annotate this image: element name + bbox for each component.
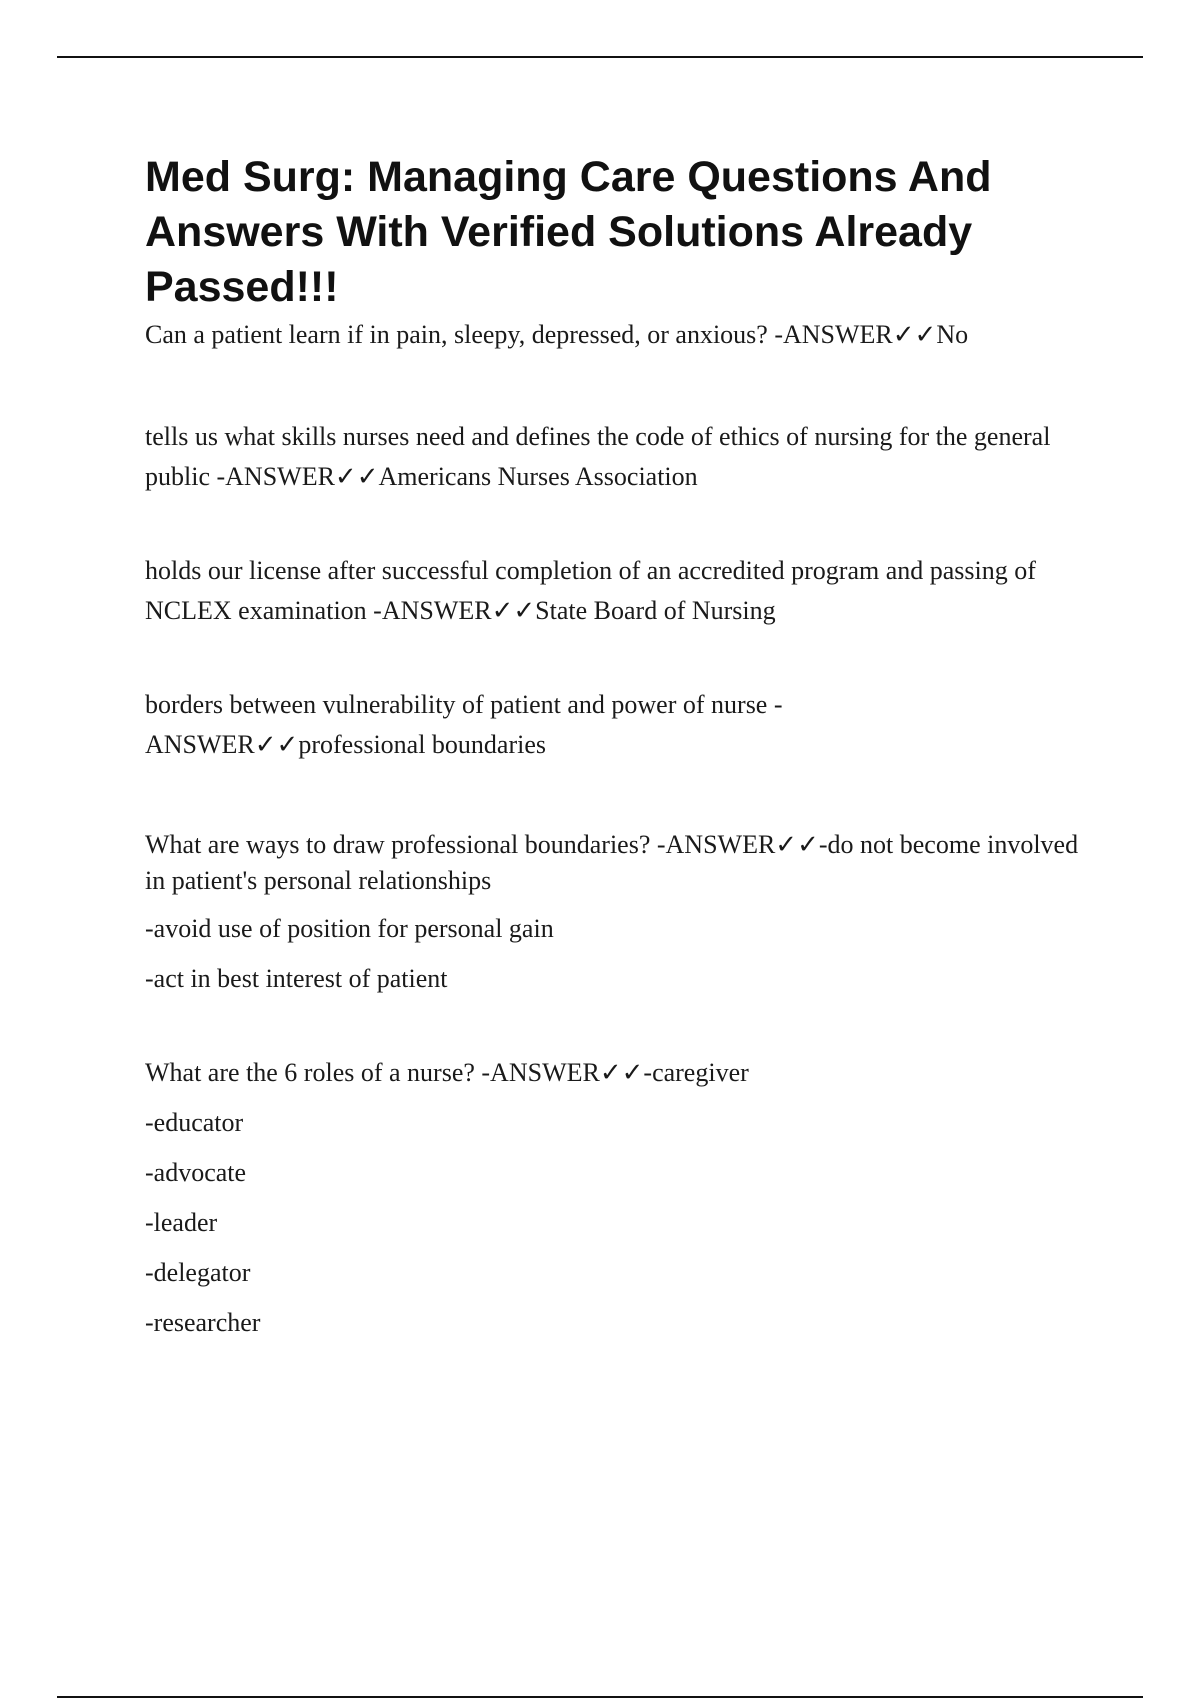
qa-question: Can a patient learn if in pain, sleepy, depressed, or anxious? -ANSWER✓✓No bbox=[145, 320, 969, 349]
qa-answer-line: -act in best interest of patient bbox=[145, 964, 448, 993]
qa-item bbox=[145, 315, 1095, 355]
qa-answer-line: -leader bbox=[145, 1208, 218, 1237]
qa-answer-line: -educator bbox=[145, 1108, 244, 1137]
qa-answer-line: -delegator bbox=[145, 1258, 251, 1287]
bottom-rule bbox=[57, 1696, 1143, 1698]
qa-answer-line: -avoid use of position for personal gain bbox=[145, 914, 554, 943]
qa-answer-line: -advocate bbox=[145, 1158, 247, 1187]
qa-item bbox=[145, 417, 1095, 497]
qa-question: What are the 6 roles of a nurse? -ANSWER✓✓-caregiver bbox=[145, 1058, 749, 1087]
qa-answer-line: -researcher bbox=[145, 1308, 261, 1337]
qa-question: What are ways to draw professional boundaries? -ANSWER✓✓-do not become involved in patient's personal relationships bbox=[145, 830, 1079, 895]
qa-question: tells us what skills nurses need and defines the code of ethics of nursing for the general public -ANSWER✓✓Americans Nurses Association bbox=[145, 422, 1051, 491]
qa-list bbox=[145, 315, 1095, 1343]
qa-question: borders between vulnerability of patient and power of nurse -ANSWER✓✓professional boundaries bbox=[145, 690, 783, 759]
document-body bbox=[145, 150, 1095, 1405]
qa-item bbox=[145, 551, 1095, 631]
qa-item bbox=[145, 1053, 1095, 1343]
document-title: Med Surg: Managing Care Questions And Answers With Verified Solutions Already Passed!!! bbox=[145, 153, 992, 311]
qa-question: holds our license after successful completion of an accredited program and passing of NCLEX examination -ANSWER✓✓State Board of Nursing bbox=[145, 556, 1036, 625]
qa-item bbox=[145, 685, 1095, 765]
top-rule bbox=[57, 56, 1143, 58]
qa-item bbox=[145, 827, 1095, 999]
